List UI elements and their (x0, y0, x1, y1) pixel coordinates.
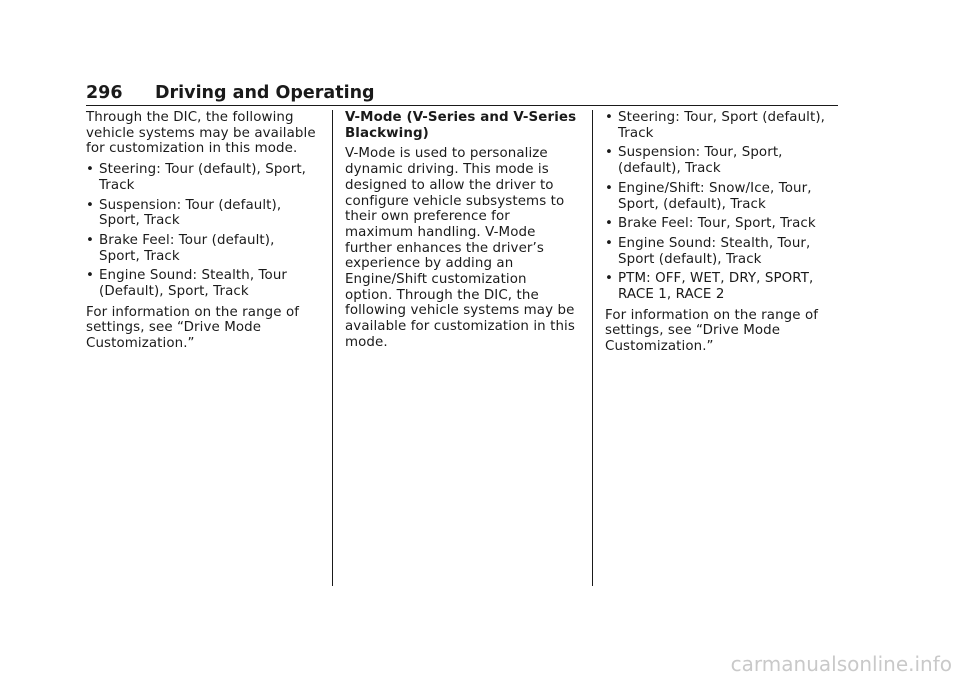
list-item: • Engine Sound: Stealth, Tour (Default), Sport, Track (86, 268, 288, 300)
list-item: • Steering: Tour, Sport (default), Track (605, 110, 826, 141)
bullet-icon: • (86, 268, 94, 284)
column-2 (345, 110, 577, 356)
bullet-icon: • (605, 271, 613, 287)
list-item: • Brake Feel: Tour, Sport, Track (605, 216, 816, 232)
bullet-icon: • (605, 145, 613, 161)
page-header (86, 82, 838, 104)
column-3 (605, 110, 837, 360)
column-divider-1 (332, 110, 333, 586)
bullet-icon: • (86, 232, 94, 248)
list-item: • Suspension: Tour, Sport, (default), Track (605, 145, 783, 177)
col1-outro: For information on the range of settings, see “Drive Mode Customization.” (86, 304, 300, 352)
section-title: Driving and Operating (155, 83, 375, 103)
column-divider-2 (592, 110, 593, 586)
header-rule (86, 105, 838, 106)
bullet-icon: • (86, 162, 94, 178)
page-number: 296 (86, 83, 123, 103)
list-item: • Engine/Shift: Snow/Ice, Tour, Sport, (default), Track (605, 180, 812, 212)
bullet-icon: • (605, 180, 613, 196)
col1-list (86, 162, 318, 300)
list-item: • Engine Sound: Stealth, Tour, Sport (default), Track (605, 235, 811, 267)
list-item: • PTM: OFF, WET, DRY, SPORT, RACE 1, RACE 2 (605, 271, 814, 303)
vmode-body: V-Mode is used to personalize dynamic driving. This mode is designed to allow the driver to configure vehicle subsystems to their own preference for maximum handling. V-Mode further enhances the driver’s experience by adding an Engine/Shift customization option. Through the DIC, the following vehicle systems may be available for customization in this mode. (345, 146, 575, 350)
column-1 (86, 110, 318, 357)
bullet-icon: • (605, 235, 613, 251)
list-item: • Brake Feel: Tour (default), Sport, Track (86, 232, 275, 264)
list-item: • Suspension: Tour (default), Sport, Track (86, 197, 282, 229)
watermark: carmanualsonline.info (730, 652, 952, 676)
list-item: • Steering: Tour (default), Sport, Track (86, 162, 307, 193)
bullet-icon: • (605, 216, 613, 232)
col3-list (605, 110, 837, 303)
col3-outro: For information on the range of settings, see “Drive Mode Customization.” (605, 307, 819, 355)
col1-intro: Through the DIC, the following vehicle systems may be available for customization in this mode. (86, 110, 316, 157)
vmode-subheading: V-Mode (V-Series and V-Series Blackwing) (345, 110, 577, 141)
bullet-icon: • (605, 110, 613, 125)
bullet-icon: • (86, 197, 94, 213)
